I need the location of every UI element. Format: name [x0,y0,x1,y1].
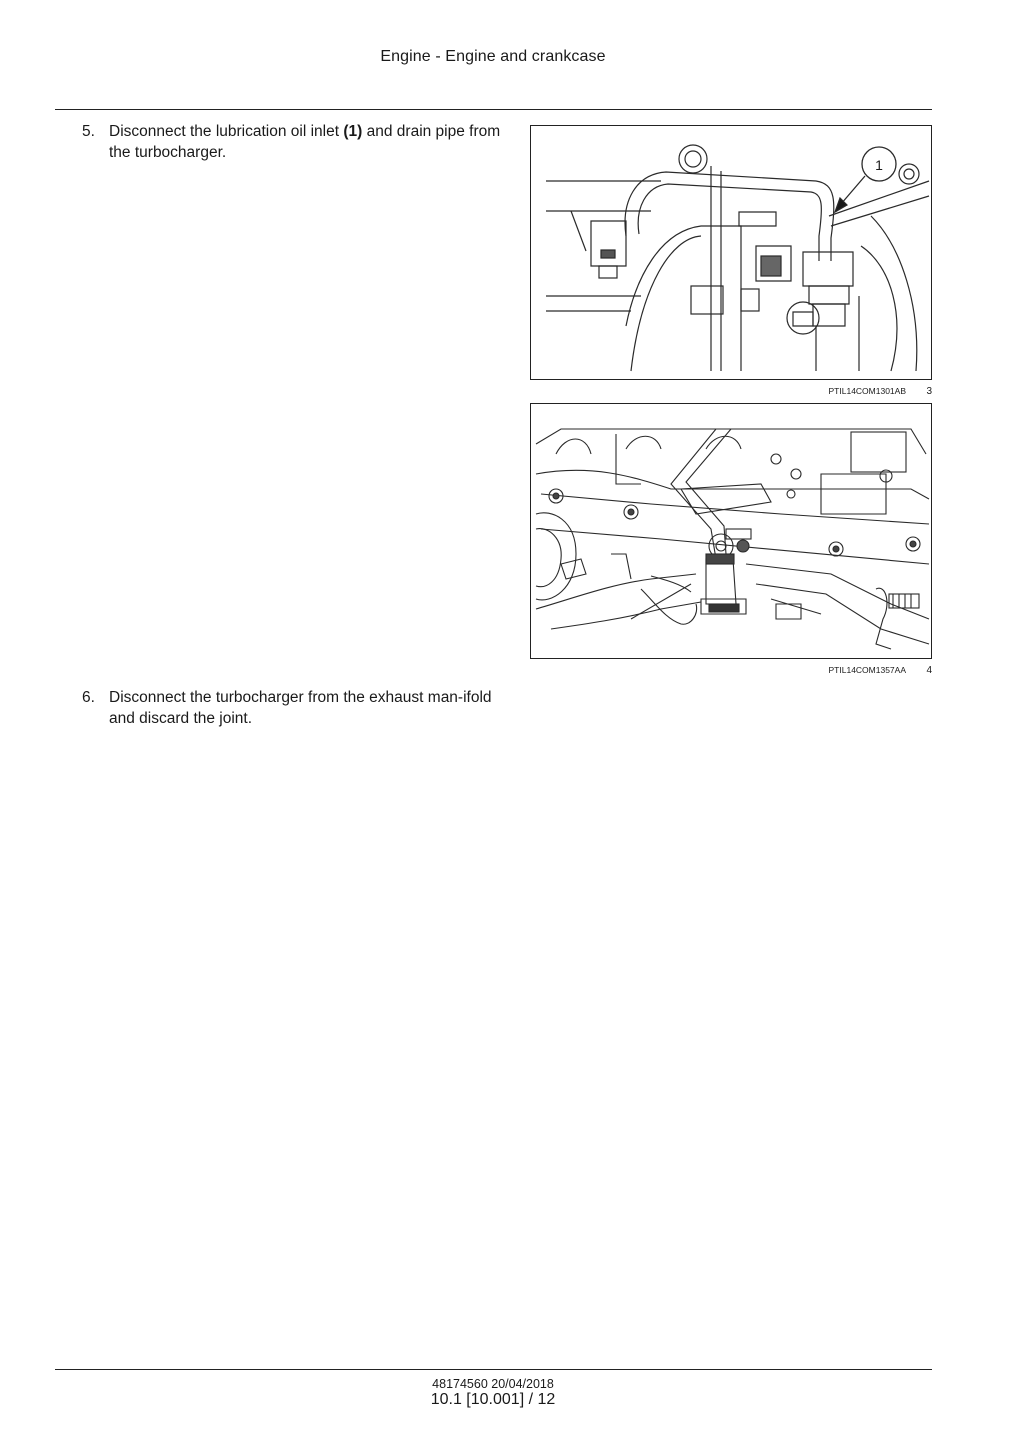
figure-3-caption [530,386,932,397]
figure-code: PTIL14COM1357AA [828,665,906,675]
figure-number: 4 [926,665,932,676]
step-text: Disconnect the turbocharger from the exhaust man-ifold and discard the joint. [109,689,492,727]
header-divider [55,109,932,110]
page-header-title: Engine - Engine and crankcase [380,48,606,65]
footer-document-id: 48174560 20/04/2018 [432,1377,554,1391]
step-text: Disconnect the lubrication oil inlet (1) and drain pipe from the turbocharger. [109,123,501,161]
callout-reference: (1) [343,123,363,140]
step-number: 5. [82,123,95,140]
figure-turbo-drain-pipe [530,403,932,659]
line-drawing-drain-pipe-removal [531,404,931,658]
step-number: 6. [82,689,95,706]
line-drawing-oil-inlet-pipe [531,126,931,379]
step-5 [82,121,502,163]
figure-4-caption [530,665,932,676]
callout-label: 1 [875,157,883,173]
footer-divider [55,1369,932,1370]
step-6 [82,687,502,729]
figure-number: 3 [926,386,932,397]
figure-code: PTIL14COM1301AB [828,386,906,396]
figure-turbo-oil-inlet [530,125,932,380]
footer-page-number: 10.1 [10.001] / 12 [430,1391,556,1408]
